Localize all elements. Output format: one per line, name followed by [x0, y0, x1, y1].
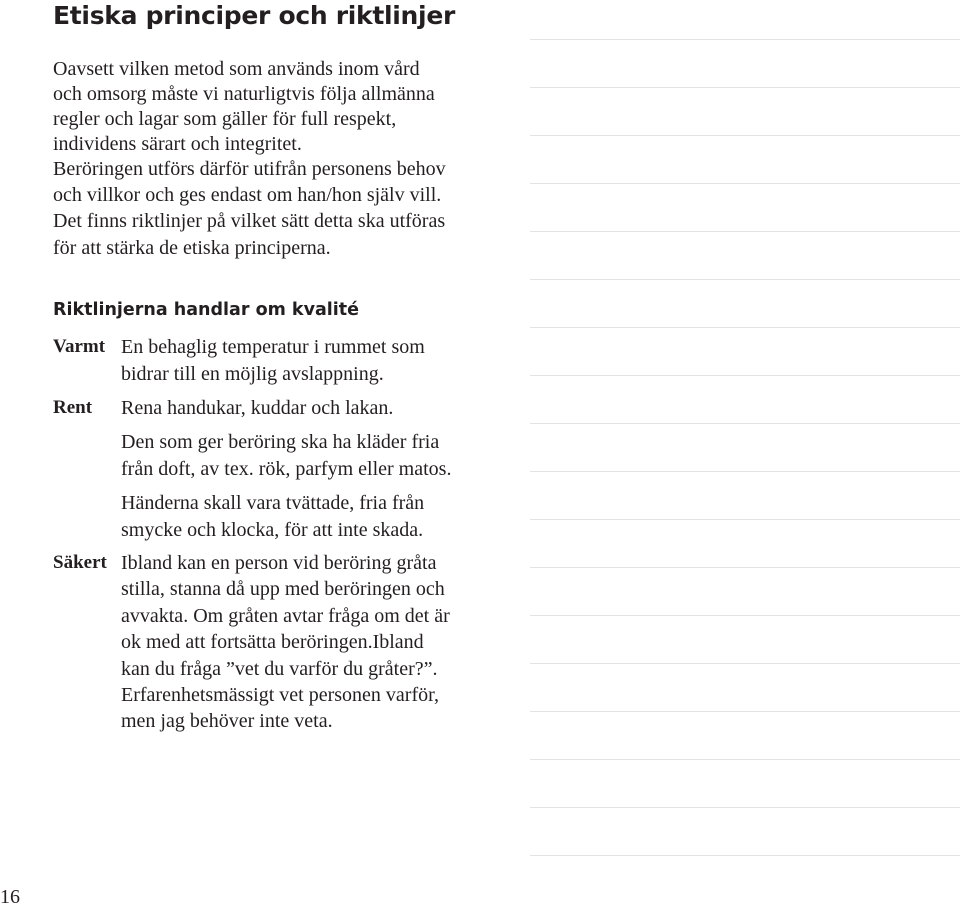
description-line: kan du fråga ”vet du varför du gråter?”. [121, 658, 438, 680]
intro-line: och villkor och ges endast om han/hon själv vill. [53, 184, 442, 206]
description-line: men jag behöver inte veta. [121, 710, 333, 732]
page-title: Etiska principer och riktlinjer [53, 1, 456, 30]
note-line [530, 279, 960, 280]
intro-line: Det finns riktlinjer på vilket sätt detta ska utföras [53, 210, 446, 232]
note-line [530, 807, 960, 808]
note-line [530, 759, 960, 760]
description-line: Erfarenhetsmässigt vet personen varför, [121, 684, 439, 706]
note-line [530, 39, 960, 40]
description-line: från doft, av tex. rök, parfym eller matos. [121, 458, 452, 480]
note-line [530, 567, 960, 568]
intro-line: individens särart och integritet. [53, 133, 302, 155]
note-line [530, 375, 960, 376]
note-line [530, 519, 960, 520]
intro-line: och omsorg måste vi naturligtvis följa allmänna [53, 83, 435, 105]
note-line [530, 183, 960, 184]
description-line: Ibland kan en person vid beröring gråta [121, 552, 437, 574]
description-line: Den som ger beröring ska ha kläder fria [121, 431, 440, 453]
note-line [530, 327, 960, 328]
description-line: smycke och klocka, för att inte skada. [121, 519, 424, 541]
note-line [530, 855, 960, 856]
intro-line: Oavsett vilken metod som används inom vård [53, 58, 420, 80]
page-number: 16 [0, 886, 20, 908]
section-heading: Riktlinjerna handlar om kvalité [53, 300, 360, 320]
intro-line: Beröringen utförs därför utifrån personens behov [53, 158, 446, 180]
note-line [530, 711, 960, 712]
note-line [530, 471, 960, 472]
note-line [530, 663, 960, 664]
intro-line: för att stärka de etiska principerna. [53, 237, 331, 259]
description-line: stilla, stanna då upp med beröringen och [121, 578, 445, 600]
description-line: Rena handukar, kuddar och lakan. [121, 397, 394, 419]
note-line [530, 231, 960, 232]
note-line [530, 615, 960, 616]
term-safe: Säkert [53, 552, 107, 573]
description-line: bidrar till en möjlig avslappning. [121, 363, 384, 385]
term-clean: Rent [53, 397, 93, 418]
note-line [530, 135, 960, 136]
description-line: avvakta. Om gråten avtar fråga om det är [121, 605, 450, 627]
note-line [530, 423, 960, 424]
intro-line: regler och lagar som gäller för full respekt, [53, 108, 397, 130]
description-line: En behaglig temperatur i rummet som [121, 336, 425, 358]
description-line: ok med att fortsätta beröringen.Ibland [121, 631, 424, 653]
term-warm: Varmt [53, 336, 106, 357]
note-line [530, 87, 960, 88]
description-line: Händerna skall vara tvättade, fria från [121, 492, 425, 514]
